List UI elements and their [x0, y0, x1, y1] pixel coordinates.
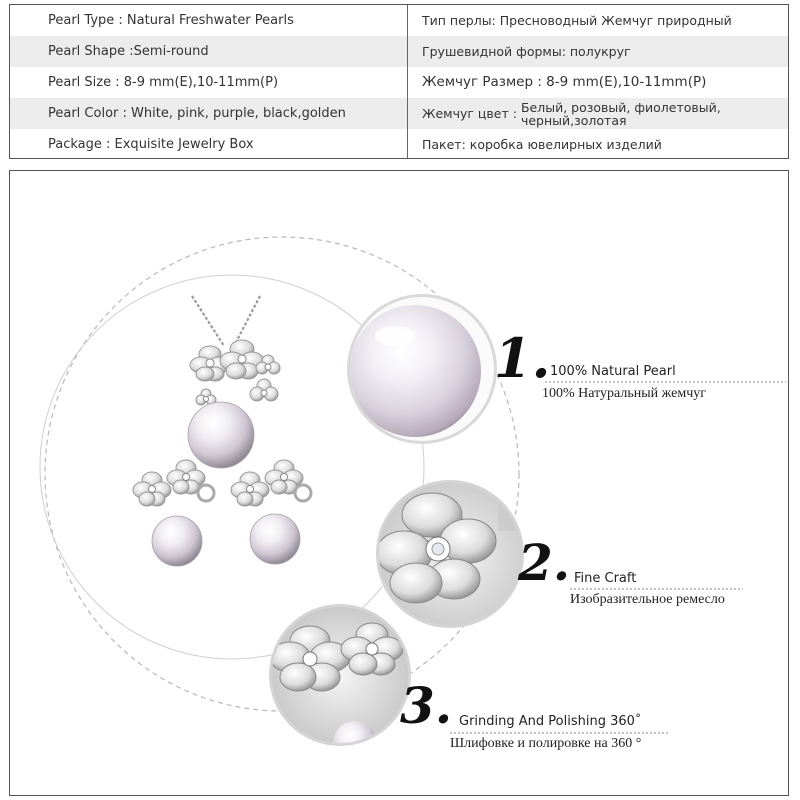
- feature-title-en: Grinding And Polishing 360˚: [459, 714, 642, 729]
- earring-pearl: [250, 514, 300, 564]
- jewelry-illustration: [10, 171, 788, 795]
- earring-left: [133, 460, 214, 566]
- feature-title-ru: Изобразительное ремесло: [570, 592, 725, 607]
- earring-pearl: [152, 516, 202, 566]
- spec-ru-cell: [422, 98, 782, 129]
- feature-title-ru: Шлифовке и полировке на 360 °: [450, 736, 642, 751]
- feature-number: 2.: [518, 533, 571, 592]
- necklace-chain: [192, 296, 260, 346]
- feature-title-en: Fine Craft: [574, 571, 637, 586]
- spec-ru: Пакет: коробка ювелирных изделий: [422, 137, 662, 152]
- spec-en: Pearl Color : White, pink, purple, black,golden: [48, 106, 346, 121]
- zoom-circle-craft: [370, 471, 540, 641]
- zoom-circle-pearl: [347, 294, 497, 444]
- spec-ru: Жемчуг Размер : 8-9 mm(E),10-11mm(P): [422, 74, 707, 90]
- spec-en: Package : Exquisite Jewelry Box: [48, 137, 254, 152]
- spec-ru: Белый, розовый, фиолетовый, черный,золотая: [520, 99, 721, 128]
- spec-en: Pearl Size : 8-9 mm(E),10-11mm(P): [48, 75, 279, 90]
- spec-en: Pearl Type : Natural Freshwater Pearls: [48, 13, 294, 28]
- spec-row: [10, 5, 788, 36]
- feature-number: 3.: [400, 676, 453, 735]
- column-divider: [407, 5, 408, 158]
- zoom-circle-polish: [265, 601, 415, 765]
- earring-right: [231, 460, 311, 564]
- spec-table: [9, 4, 789, 159]
- feature-title-ru: 100% Натуральный жемчуг: [542, 386, 707, 401]
- feature-title-en: 100% Natural Pearl: [550, 364, 676, 379]
- spec-ru: Грушевидной формы: полукруг: [422, 44, 631, 59]
- spec-row: [10, 36, 788, 67]
- spec-ru: Тип перлы: Пресноводный Жемчуг природный: [422, 13, 732, 28]
- spec-ru-label: Жемчуг цвет :: [422, 106, 517, 121]
- feature-panel: [9, 170, 789, 796]
- spec-row: [10, 129, 788, 159]
- spec-row: [10, 67, 788, 98]
- spec-row: [10, 98, 788, 129]
- pendant-flowers: [190, 340, 280, 405]
- pendant-pearl: [188, 402, 254, 468]
- feature-number: 1.: [494, 326, 551, 390]
- spec-en: Pearl Shape :Semi-round: [48, 44, 209, 59]
